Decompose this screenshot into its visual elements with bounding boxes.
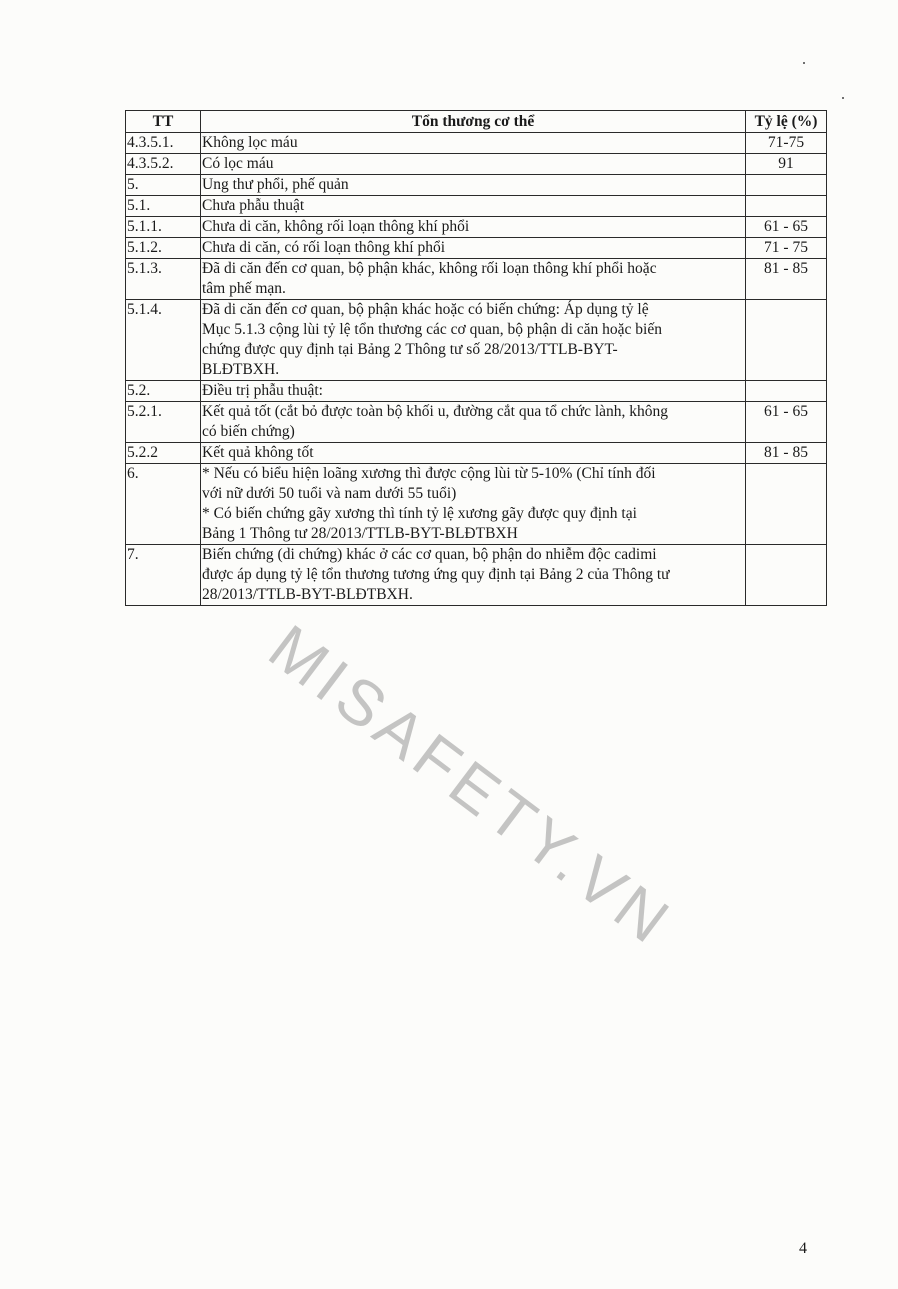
description-line: Kết quả không tốt [202, 444, 314, 461]
rate-value: 61 - 65 [746, 217, 827, 238]
rate-value: 71-75 [746, 133, 827, 154]
injury-description [201, 259, 746, 300]
row-number: 4.3.5.2. [126, 154, 201, 175]
description-line: * Có biến chứng gãy xương thì tính tỷ lệ xương gãy được quy định tại [202, 505, 637, 522]
rate-value [746, 196, 827, 217]
row-number: 4.3.5.1. [126, 133, 201, 154]
table-row [126, 402, 827, 443]
rate-value [746, 464, 827, 545]
table-header-row [126, 111, 827, 133]
rate-value [746, 175, 827, 196]
injury-description [201, 217, 746, 238]
injury-description [201, 402, 746, 443]
description-line: Chưa di căn, có rối loạn thông khí phổi [202, 239, 446, 256]
rate-value: 71 - 75 [746, 238, 827, 259]
table-row [126, 443, 827, 464]
rate-value [746, 545, 827, 606]
description-line: * Nếu có biểu hiện loãng xương thì được cộng lùi từ 5-10% (Chỉ tính đối [202, 465, 656, 482]
table-row [126, 464, 827, 545]
description-line: Ung thư phổi, phế quản [202, 176, 349, 193]
row-number: 5.2.1. [126, 402, 201, 443]
table-row [126, 196, 827, 217]
table-row [126, 175, 827, 196]
watermark: MISAFETY.VN [256, 610, 687, 960]
rate-value [746, 300, 827, 381]
description-line: Mục 5.1.3 cộng lùi tỷ lệ tổn thương các cơ quan, bộ phận di căn hoặc biến [202, 321, 662, 338]
description-line: Biến chứng (di chứng) khác ở các cơ quan, bộ phận do nhiễm độc cadimi [202, 546, 657, 563]
injury-description [201, 464, 746, 545]
description-line: BLĐTBXH. [202, 361, 280, 378]
rate-value: 81 - 85 [746, 443, 827, 464]
table-row [126, 217, 827, 238]
description-line: Đã di căn đến cơ quan, bộ phận khác, không rối loạn thông khí phổi hoặc [202, 260, 657, 277]
injury-description [201, 196, 746, 217]
row-number: 6. [126, 464, 201, 545]
rate-value: 61 - 65 [746, 402, 827, 443]
table-row [126, 300, 827, 381]
description-line: Không lọc máu [202, 134, 298, 151]
row-number: 7. [126, 545, 201, 606]
injury-description [201, 154, 746, 175]
injury-description [201, 443, 746, 464]
table-row [126, 381, 827, 402]
page-number: 4 [799, 1240, 807, 1257]
injury-description [201, 300, 746, 381]
injury-description [201, 175, 746, 196]
row-number: 5.1.4. [126, 300, 201, 381]
header-rate: Tỷ lệ (%) [746, 111, 827, 133]
row-number: 5.1.2. [126, 238, 201, 259]
row-number: 5.1.1. [126, 217, 201, 238]
description-line: Bảng 1 Thông tư 28/2013/TTLB-BYT-BLĐTBXH [202, 525, 518, 542]
description-line: với nữ dưới 50 tuổi và nam dưới 55 tuổi) [202, 485, 457, 502]
injury-description [201, 381, 746, 402]
description-line: Điều trị phẫu thuật: [202, 382, 323, 399]
description-line: 28/2013/TTLB-BYT-BLĐTBXH. [202, 586, 413, 603]
header-description: Tổn thương cơ thể [201, 111, 746, 133]
table-row [126, 545, 827, 606]
row-number: 5.2. [126, 381, 201, 402]
rate-value: 81 - 85 [746, 259, 827, 300]
row-number: 5.2.2 [126, 443, 201, 464]
description-line: Chưa phẫu thuật [202, 197, 305, 214]
scan-speck [842, 97, 844, 99]
description-line: có biến chứng) [202, 423, 295, 440]
row-number: 5. [126, 175, 201, 196]
table-row [126, 238, 827, 259]
scan-speck [803, 62, 805, 64]
description-line: Kết quả tốt (cắt bỏ được toàn bộ khối u, đường cắt qua tổ chức lành, không [202, 403, 669, 420]
table-row [126, 154, 827, 175]
table-row [126, 133, 827, 154]
description-line: tâm phế mạn. [202, 280, 286, 297]
row-number: 5.1. [126, 196, 201, 217]
description-line: Chưa di căn, không rối loạn thông khí phổi [202, 218, 470, 235]
description-line: Có lọc máu [202, 155, 274, 172]
rate-value: 91 [746, 154, 827, 175]
description-line: chứng được quy định tại Bảng 2 Thông tư số 28/2013/TTLB-BYT- [202, 341, 618, 358]
table-row [126, 259, 827, 300]
injury-description [201, 238, 746, 259]
injury-description [201, 545, 746, 606]
injury-rate-table [125, 110, 827, 606]
rate-value [746, 381, 827, 402]
description-line: được áp dụng tỷ lệ tổn thương tương ứng quy định tại Bảng 2 của Thông tư [202, 566, 670, 583]
header-tt: TT [126, 111, 201, 133]
row-number: 5.1.3. [126, 259, 201, 300]
injury-description [201, 133, 746, 154]
description-line: Đã di căn đến cơ quan, bộ phận khác hoặc có biến chứng: Áp dụng tỷ lệ [202, 301, 649, 318]
